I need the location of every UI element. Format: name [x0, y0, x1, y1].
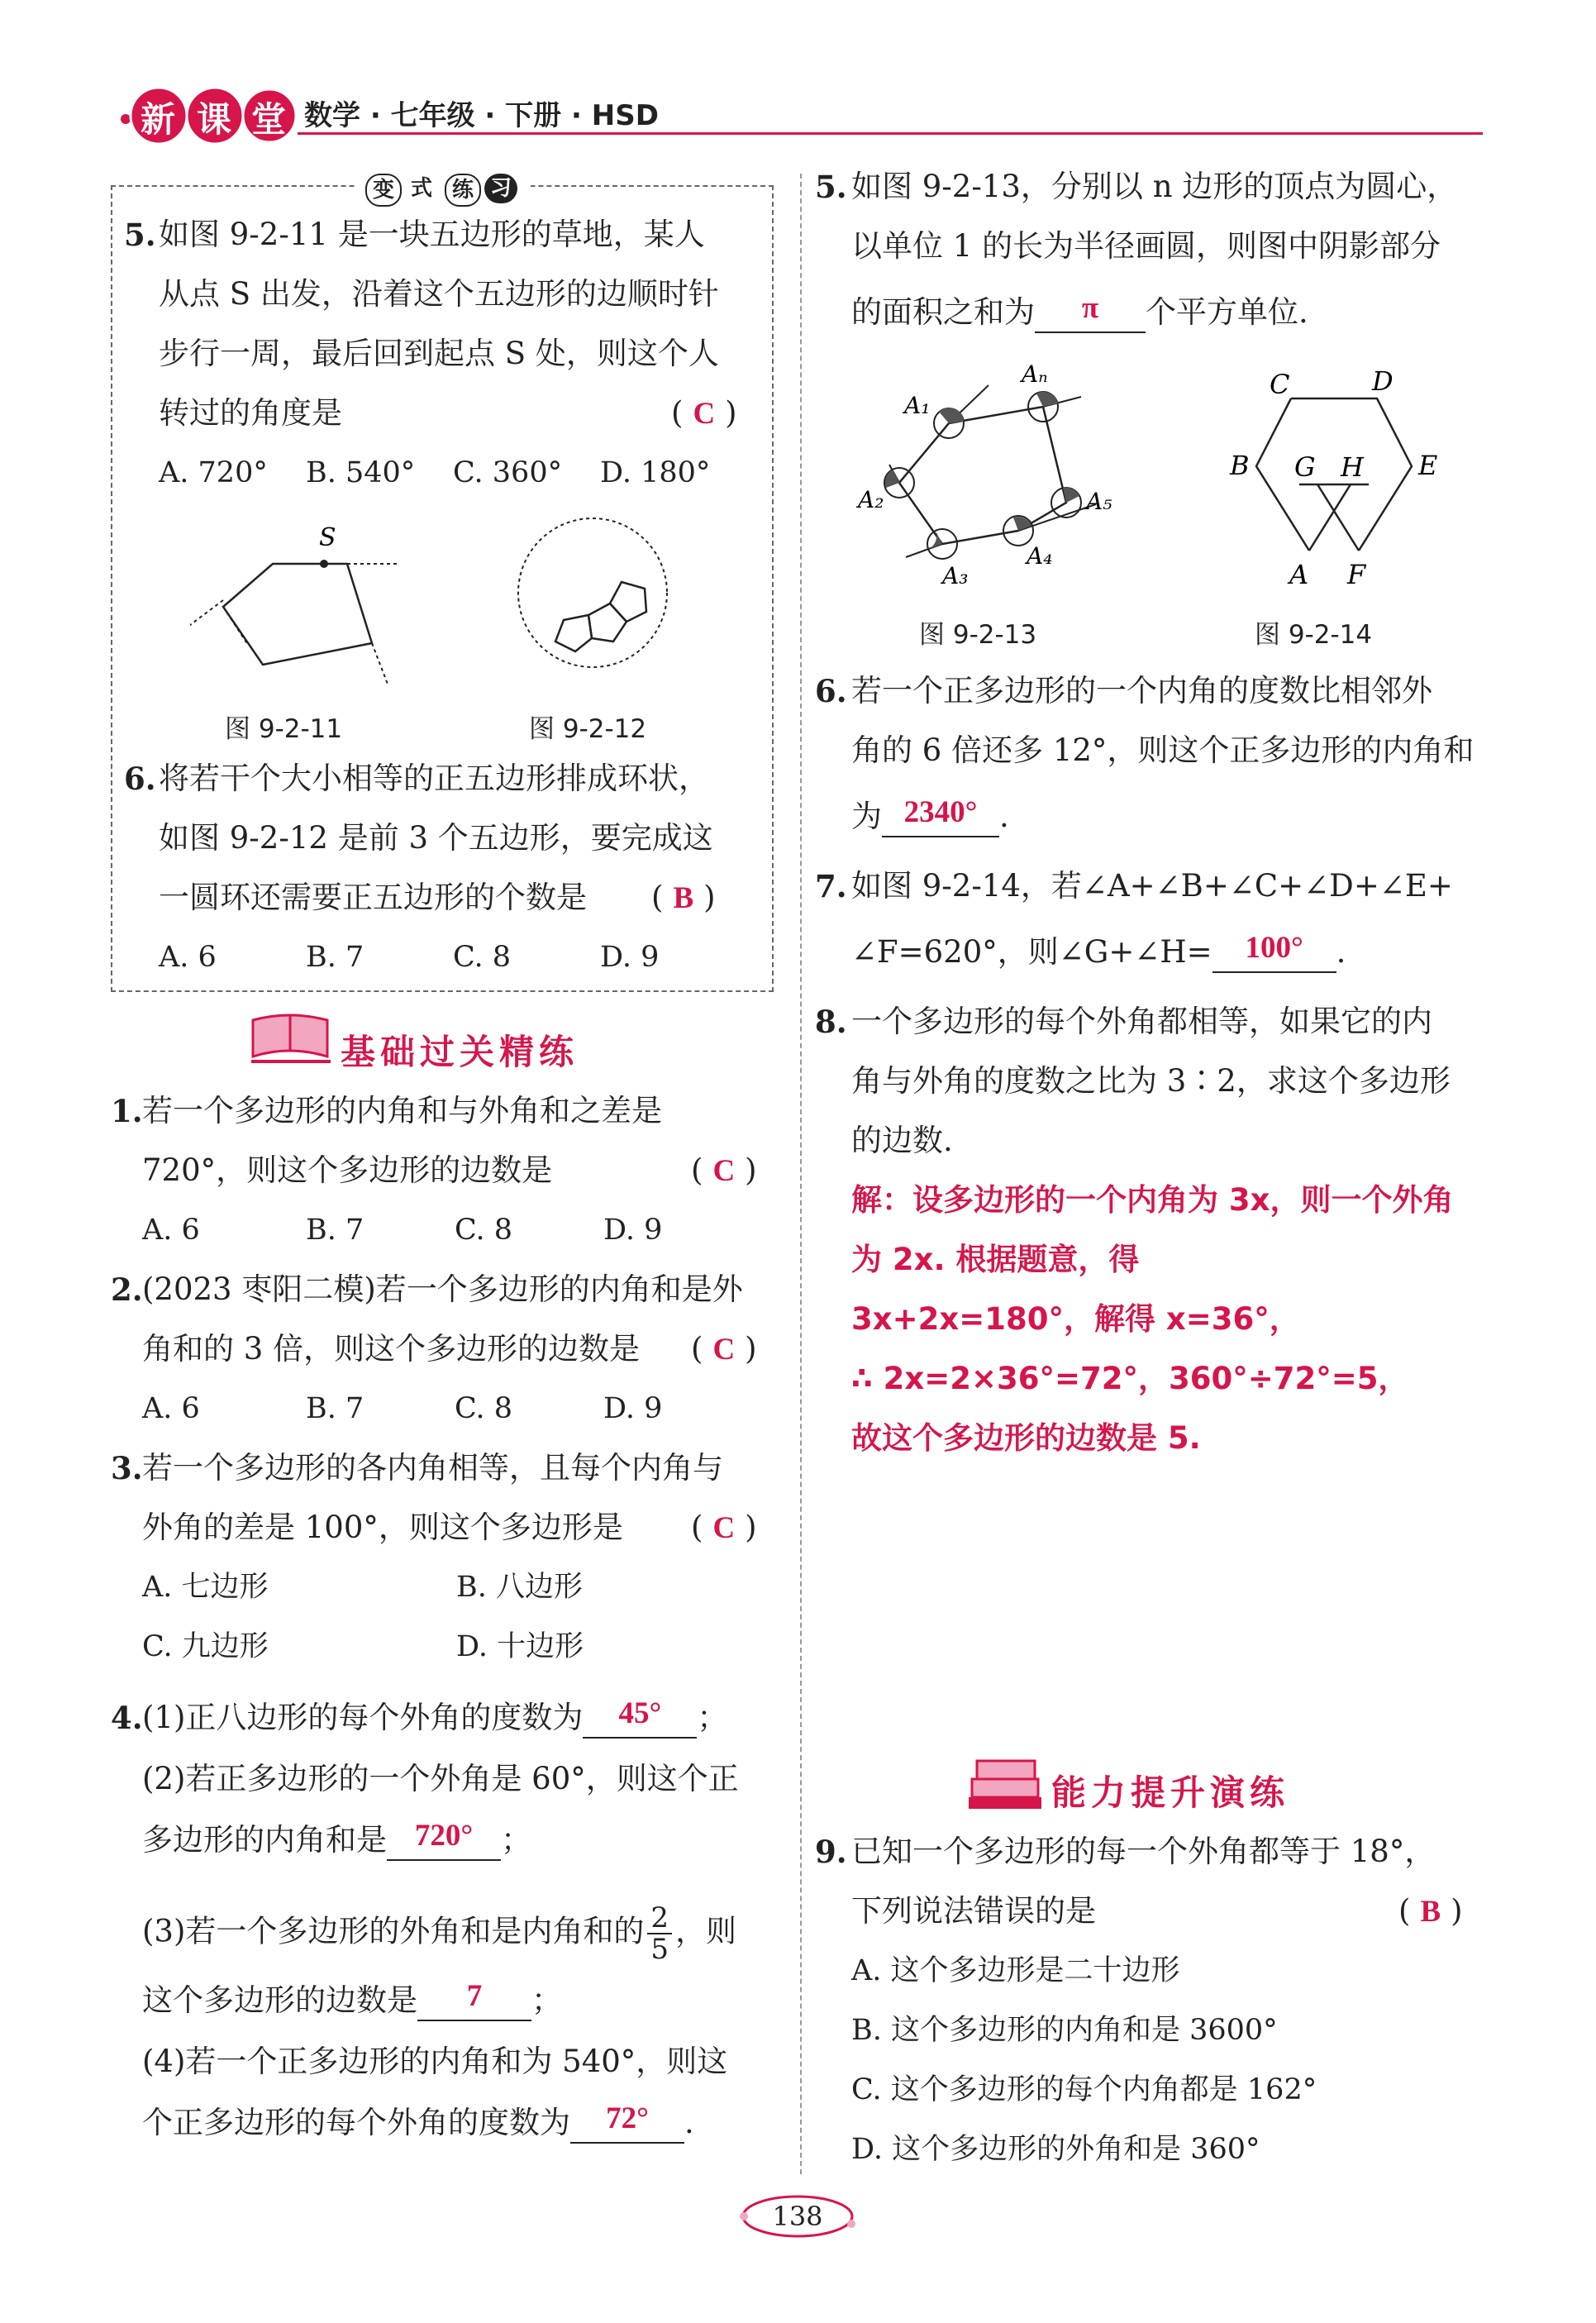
question-line: 若一个正多边形的一个内角的度数比相邻外 [851, 673, 1432, 708]
header-subtitle: 数学 · 七年级 · 下册 · HSD [304, 99, 659, 132]
option: B. 7 [306, 941, 364, 974]
option: D. 180° [600, 456, 711, 489]
option: D. 这个多边形的外角和是 360° [851, 2133, 1260, 2166]
question-line: 角与外角的度数之比为 3∶2，求这个多边形 [851, 1063, 1451, 1099]
question-line [142, 1819, 531, 1861]
book-icon [248, 1009, 339, 1066]
column-divider [800, 174, 802, 2174]
question-line: 将若干个大小相等的正五边形排成环状， [159, 761, 709, 796]
figure-label: G [1294, 451, 1316, 483]
figure-label: A₃ [942, 562, 969, 589]
option: B. 540° [306, 456, 416, 489]
logo [116, 81, 298, 150]
question-number: 8. [815, 1004, 847, 1040]
figure-caption: 图 9-2-12 [529, 714, 647, 744]
answer-blank [417, 1979, 531, 2021]
section-title: 基础过关精练 [341, 1032, 579, 1072]
figure-caption: 图 9-2-13 [919, 620, 1037, 650]
answer: 45° [618, 1696, 662, 1730]
option: A. 720° [159, 456, 268, 489]
question-line: 如图 9-2-13，分别以 n 边形的顶点为圆心， [851, 169, 1458, 204]
answer: C [693, 397, 716, 431]
page-number-badge [736, 2191, 860, 2242]
fraction [647, 1903, 672, 1964]
question-text: (1)正八边形的每个外角的度数为 [142, 1700, 584, 1735]
question-text: 个正多边形的每个外角的度数为 [142, 2105, 570, 2140]
option: A. 6 [142, 1392, 200, 1425]
question-line: 角和的 3 倍，则这个多边形的边数是 [142, 1331, 641, 1367]
books-icon [965, 1751, 1048, 1812]
figure-label: H [1341, 451, 1364, 483]
question-number: 6. [815, 673, 847, 709]
solution-line: 3x+2x=180°，解得 x=36°， [851, 1301, 1300, 1337]
logo-char-1: 新 [141, 99, 176, 140]
logo-char-3: 堂 [251, 99, 287, 140]
option: D. 9 [603, 1392, 663, 1425]
answer-bracket: ( B ) [651, 880, 716, 915]
figure-caption: 图 9-2-14 [1255, 620, 1373, 650]
answer: π [1081, 291, 1099, 325]
variant-title-char-3: 练 [445, 174, 481, 207]
question-number: 5. [124, 217, 156, 253]
question-line [851, 795, 1009, 837]
option: B. 这个多边形的内角和是 3600° [851, 2014, 1278, 2047]
figure-caption: 图 9-2-11 [225, 714, 343, 744]
answer: 720° [414, 1819, 474, 1853]
option: C. 九边形 [142, 1630, 269, 1663]
question-line [851, 931, 1346, 973]
question-line: 以单位 1 的长为半径画圆，则图中阴影部分 [851, 228, 1441, 264]
question-number: 9. [815, 1834, 847, 1870]
option: B. 八边形 [456, 1571, 583, 1604]
option: A. 6 [142, 1214, 200, 1247]
figure-label: A₄ [1027, 542, 1053, 570]
answer: B [673, 881, 694, 915]
option: B. 7 [306, 1214, 364, 1247]
option: A. 七边形 [142, 1571, 269, 1604]
solution-line: 为 2x. 根据题意，得 [851, 1242, 1140, 1277]
figure-label: A [1289, 559, 1309, 590]
option: D. 9 [600, 941, 660, 974]
answer: 100° [1245, 931, 1303, 965]
question-line: (2)若正多边形的一个外角是 60°，则这个正 [142, 1761, 739, 1796]
option: C. 这个多边形的每个内角都是 162° [851, 2073, 1317, 2106]
answer: 2340° [903, 795, 978, 829]
question-line: 从点 S 出发，沿着这个五边形的边顺时针 [159, 276, 719, 312]
question-line: 720°，则这个多边形的边数是 [142, 1152, 553, 1188]
option: C. 8 [453, 941, 512, 974]
answer-blank [1212, 931, 1336, 973]
question-number: 1. [111, 1093, 143, 1129]
solution-line: 故这个多边形的边数是 5. [851, 1420, 1201, 1456]
punctuation: . [684, 2105, 694, 2140]
figure-label: B [1230, 450, 1250, 481]
answer-blank [1035, 291, 1146, 333]
variant-title-char-1: 变 [365, 174, 402, 207]
question-text: 的面积之和为 [851, 294, 1035, 330]
section-title: 能力提升演练 [1051, 1772, 1290, 1813]
figure-9-2-11 [190, 521, 413, 694]
answer-blank [570, 2101, 684, 2144]
figure-9-2-14 [1202, 360, 1466, 600]
question-line: 下列说法错误的是 [851, 1893, 1096, 1929]
answer-bracket: ( C ) [691, 1152, 757, 1188]
option: D. 十边形 [456, 1630, 584, 1663]
answer: 72° [606, 2101, 649, 2135]
answer: 7 [466, 1979, 483, 2013]
question-line [851, 291, 1308, 333]
variant-box-title [357, 170, 531, 207]
figure-label: Aₙ [1022, 360, 1048, 388]
figure-label: S [319, 523, 336, 552]
question-line: 如图 9-2-12 是前 3 个五边形，要完成这 [159, 820, 713, 856]
figure-label: A₁ [904, 392, 931, 419]
question-line: 转过的角度是 [159, 395, 342, 431]
answer: C [712, 1511, 736, 1545]
question-number: 4. [111, 1700, 143, 1736]
option: D. 9 [603, 1214, 663, 1247]
question-text: 为 [851, 799, 882, 834]
question-text: ，则 [675, 1913, 737, 1949]
answer-bracket: ( C ) [691, 1331, 757, 1367]
figure-label: C [1270, 369, 1290, 400]
answer: C [712, 1154, 736, 1188]
question-line: 角的 6 倍还多 12°，则这个正多边形的内角和 [851, 732, 1475, 768]
header-rule [298, 132, 1483, 135]
question-text: 多边形的内角和是 [142, 1822, 387, 1858]
solution-line: 解：设多边形的一个内角为 3x，则一个外角 [851, 1182, 1454, 1218]
question-text: (3)若一个多边形的外角和是内角和的 [142, 1913, 645, 1949]
answer-bracket: ( C ) [671, 395, 737, 431]
question-line: (2023 枣阳二模)若一个多边形的内角和是外 [142, 1271, 743, 1307]
fraction-denominator: 5 [650, 1933, 669, 1966]
option: C. 8 [455, 1214, 513, 1247]
question-line: 的边数. [851, 1123, 953, 1158]
question-line: 一个多边形的每个外角都相等，如果它的内 [851, 1004, 1432, 1039]
answer: C [712, 1333, 736, 1367]
question-line: 已知一个多边形的每一个外角都等于 18°， [851, 1834, 1436, 1869]
page-number: 138 [772, 2201, 823, 2232]
figure-9-2-12 [506, 506, 688, 688]
variant-title-char-4: 习 [484, 174, 517, 203]
answer-bracket: ( B ) [1398, 1893, 1463, 1929]
figure-label: F [1347, 559, 1366, 590]
question-text: ∠F=620°，则∠G+∠H= [851, 934, 1212, 970]
answer: B [1420, 1895, 1441, 1929]
punctuation: ； [697, 1700, 728, 1735]
answer-bracket: ( C ) [691, 1510, 757, 1545]
question-text: 这个多边形的边数是 [142, 1982, 417, 2018]
question-number: 6. [124, 761, 156, 797]
option: C. 8 [455, 1392, 513, 1425]
question-text: . [1336, 934, 1346, 970]
question-line [142, 1696, 728, 1739]
figure-label: A₂ [858, 486, 884, 513]
question-line [142, 1979, 562, 2021]
question-number: 2. [111, 1271, 143, 1308]
option: A. 这个多边形是二十边形 [851, 1954, 1180, 1987]
fraction-numerator: 2 [647, 1903, 672, 1934]
option: B. 7 [306, 1392, 364, 1425]
logo-char-2: 课 [197, 99, 232, 140]
option: C. 360° [453, 456, 563, 489]
answer-blank [882, 795, 999, 837]
question-number: 7. [815, 868, 847, 904]
question-line: 步行一周，最后回到起点 S 处，则这个人 [159, 336, 719, 371]
figure-9-2-13 [856, 355, 1137, 595]
figure-label: A₅ [1086, 488, 1112, 515]
question-line: 一圆环还需要正五边形的个数是 [159, 880, 587, 915]
variant-title-char-2: 式 [410, 176, 432, 201]
punctuation: ； [531, 1982, 562, 2018]
question-text: . [999, 799, 1009, 834]
answer-blank [387, 1819, 501, 1861]
question-line: 若一个多边形的内角和与外角和之差是 [142, 1093, 662, 1128]
question-line: 外角的差是 100°，则这个多边形是 [142, 1510, 623, 1545]
question-line [142, 2101, 694, 2144]
question-line: 如图 9-2-11 是一块五边形的草地，某人 [159, 217, 705, 252]
answer-blank [583, 1696, 697, 1739]
question-number: 5. [815, 169, 847, 205]
question-line: 如图 9-2-14，若∠A+∠B+∠C+∠D+∠E+ [851, 868, 1453, 904]
punctuation: ； [501, 1822, 531, 1858]
question-number: 3. [111, 1450, 143, 1486]
question-line: (4)若一个正多边形的内角和为 540°，则这 [142, 2044, 728, 2079]
solution-line: ∴ 2x=2×36°=72°，360°÷72°=5， [851, 1361, 1409, 1396]
question-line [142, 1903, 736, 1964]
question-line: 若一个多边形的各内角相等，且每个内角与 [142, 1450, 723, 1486]
question-text: 个平方单位. [1146, 294, 1308, 330]
option: A. 6 [159, 941, 217, 974]
figure-label: D [1372, 365, 1394, 397]
figure-label: E [1418, 450, 1438, 481]
